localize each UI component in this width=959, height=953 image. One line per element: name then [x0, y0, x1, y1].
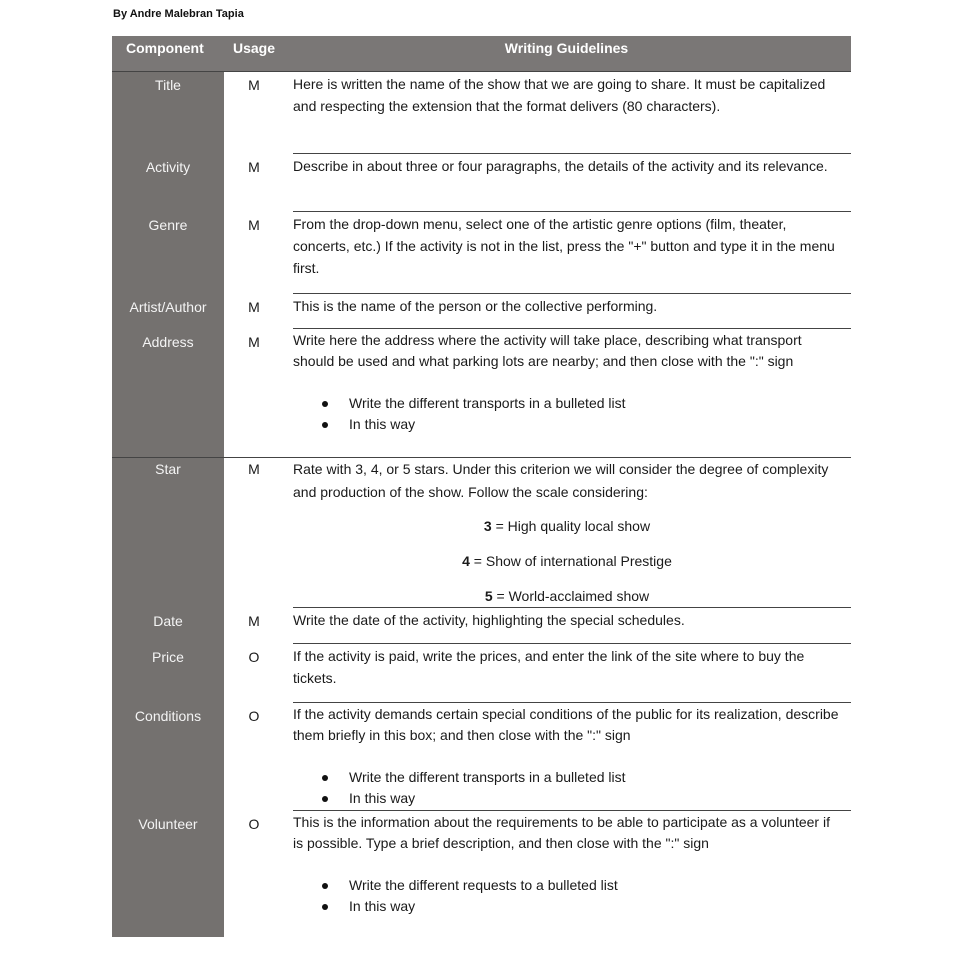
bullet-list [293, 767, 851, 809]
usage-cell: O [248, 816, 260, 832]
star-scale-4 [293, 550, 851, 572]
header-component: Component [126, 40, 204, 56]
list-item: Write the different requests to a bulleted list [293, 875, 851, 896]
scale-number: 3 [483, 518, 492, 534]
list-item: In this way [293, 788, 851, 809]
usage-cell: M [248, 77, 260, 93]
guideline-cell [293, 458, 851, 608]
usage-cell: M [248, 217, 260, 233]
table-row-genre [112, 212, 851, 294]
star-scale-5 [293, 585, 851, 607]
component-cell: Date [112, 608, 224, 644]
list-item: In this way [293, 896, 851, 917]
scale-description: = Show of international Prestige [469, 553, 672, 569]
guideline-cell [293, 72, 851, 154]
document-author: By Andre Malebran Tapia [113, 8, 244, 20]
header-usage: Usage [233, 40, 276, 56]
component-cell: Address [112, 329, 224, 457]
component-cell: Activity [112, 154, 224, 212]
table-row-title [112, 72, 851, 154]
usage-cell: M [248, 334, 260, 350]
guideline-text: Describe in about three or four paragraphs, the details of the activity and its relevance. [293, 158, 828, 174]
list-item: Write the different transports in a bulleted list [293, 393, 851, 414]
component-cell: Genre [112, 212, 224, 294]
guideline-text: This is the information about the requirements to be able to participate as a volunteer if is possible. Type a brief description, and then close with the ":" sign [293, 814, 830, 851]
table-row-address [112, 329, 851, 457]
scale-number: 5 [484, 588, 493, 604]
component-cell: Star [112, 458, 224, 608]
guideline-text: If the activity is paid, write the prices, and enter the link of the site where to buy the tickets. [293, 648, 805, 686]
guideline-cell [293, 811, 851, 937]
guideline-cell [293, 294, 851, 329]
component-cell: Artist/Author [112, 294, 224, 329]
guideline-text: Rate with 3, 4, or 5 stars. Under this criterion we will consider the degree of complexity and production of the show. Follow the scale considering: [293, 461, 829, 500]
star-scale-3 [293, 515, 851, 537]
table-row-conditions [112, 703, 851, 811]
table-row-activity [112, 154, 851, 212]
guideline-text: Here is written the name of the show that we are going to share. It must be capitalized and respecting the extension that the format delivers (80 characters). [293, 76, 826, 114]
usage-cell: M [248, 461, 260, 477]
table-row-artist [112, 294, 851, 329]
scale-description: = High quality local show [491, 518, 651, 534]
component-cell: Conditions [112, 703, 224, 811]
scale-number: 4 [462, 553, 470, 569]
list-item: Write the different transports in a bulleted list [293, 767, 851, 788]
guideline-text: From the drop-down menu, select one of the artistic genre options (film, theater, concerts, etc.) If the activity is not in the list, press the "+" button and type it in the menu first. [293, 216, 835, 276]
component-cell: Price [112, 644, 224, 703]
usage-cell: M [248, 299, 260, 315]
guideline-text: Write here the address where the activity will take place, describing what transport should be used and what parking lots are nearby; and then close with the ":" sign [293, 332, 802, 369]
component-cell: Volunteer [112, 811, 224, 937]
guidelines-table [112, 36, 851, 937]
table-row-price [112, 644, 851, 703]
guideline-cell [293, 644, 851, 703]
bullet-list [293, 393, 851, 435]
guideline-text: This is the name of the person or the collective performing. [293, 298, 658, 314]
component-cell: Title [112, 72, 224, 154]
guideline-text: Write the date of the activity, highlighting the special schedules. [293, 612, 685, 628]
guideline-cell [293, 608, 851, 644]
table-row-volunteer [112, 811, 851, 937]
guideline-cell [293, 703, 851, 811]
bullet-list [293, 875, 851, 917]
table-header [112, 36, 851, 72]
usage-cell: O [248, 649, 260, 665]
list-item: In this way [293, 414, 851, 435]
usage-cell: O [248, 708, 260, 724]
guideline-cell [293, 212, 851, 294]
table-row-date [112, 608, 851, 644]
table-row-star [112, 457, 851, 608]
guideline-cell [293, 329, 851, 457]
header-guidelines: Writing Guidelines [504, 40, 629, 56]
usage-cell: M [248, 159, 260, 175]
scale-description: = World-acclaimed show [492, 588, 650, 604]
guideline-cell [293, 154, 851, 212]
usage-cell: M [248, 613, 260, 629]
guideline-text: If the activity demands certain special conditions of the public for its realization, describe them briefly in this box; and then close with the ":" sign [293, 706, 839, 743]
